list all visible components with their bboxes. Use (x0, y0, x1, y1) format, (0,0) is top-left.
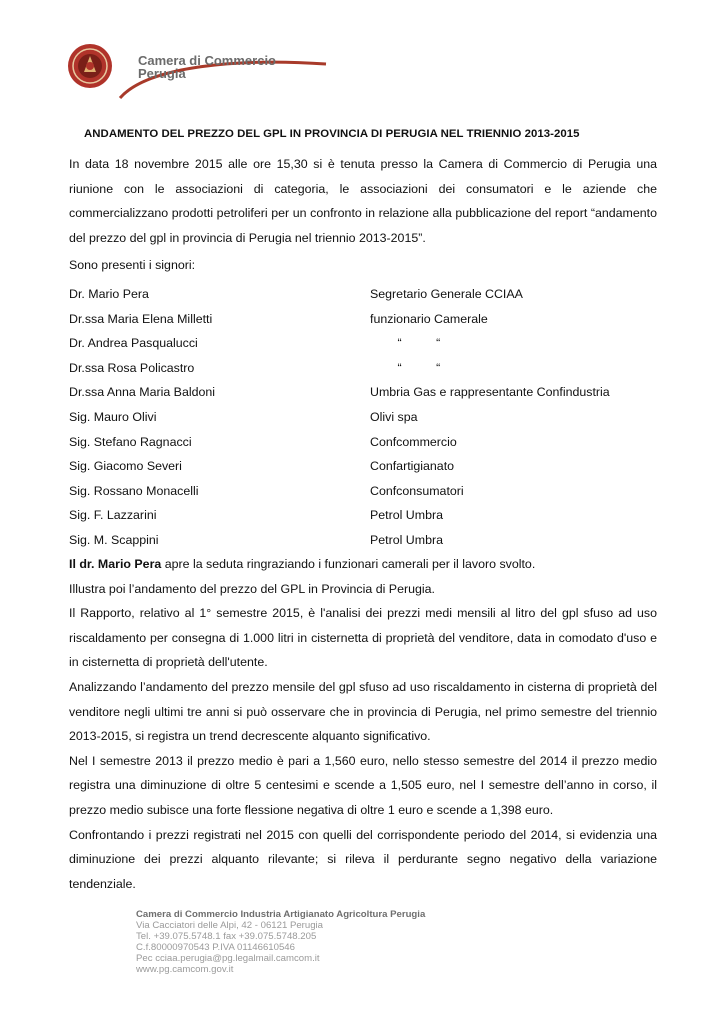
attendee-name: Sig. Rossano Monacelli (69, 483, 199, 498)
document-title: ANDAMENTO DEL PREZZO DEL GPL IN PROVINCIA DI PERUGIA NEL TRIENNIO 2013-2015 (84, 128, 580, 140)
opening-paragraph (69, 552, 657, 577)
attendee-row (69, 503, 669, 528)
attendee-name: Dr. Andrea Pasqualucci (69, 336, 198, 351)
attendee-role: “ “ (370, 336, 441, 351)
letterhead-footer (136, 909, 496, 976)
attendee-name: Sig. Mauro Olivi (69, 409, 157, 424)
logo-text (138, 54, 276, 80)
footer-phone: Tel. +39.075.5748.1 fax +39.075.5748.205 (136, 931, 317, 943)
opening-speaker: Il dr. Mario Pera (69, 557, 162, 571)
analizzando-paragraph: Analizzando l’andamento del prezzo mensile del gpl sfuso ad uso riscaldamento in cisterna di proprietà del venditore negli ultimi tre anni si può osservare che in provincia di Perugia, nel primo semestre del triennio 2013-2015, si registra un trend decrescente alquanto significativo. (69, 679, 657, 744)
minutes-body (69, 552, 657, 896)
chamber-logo (66, 42, 326, 102)
attendee-role: Confconsumatori (370, 483, 464, 498)
attendee-row (69, 405, 669, 430)
attendee-row (69, 331, 669, 356)
attendee-role: Segretario Generale CCIAA (370, 287, 523, 301)
attendee-role: “ “ (370, 360, 441, 375)
logo-line-2: Perugia (138, 66, 186, 81)
attendee-name: Dr.ssa Maria Elena Milletti (69, 311, 213, 326)
intro-paragraph: In data 18 novembre 2015 alle ore 15,30 si è tenuta presso la Camera di Commercio di Perugia una riunione con le associazioni di categoria, le associazioni dei consumatori e le aziende che commercializzano prodotti petroliferi per un confronto in relazione alla pubblicazione del report “andamento del prezzo del gpl in provincia di Perugia nel triennio 2013-2015”. (69, 157, 657, 245)
attendee-name: Sig. Giacomo Severi (69, 459, 182, 474)
semestre-paragraph: Nel I semestre 2013 il prezzo medio è pari a 1,560 euro, nello stesso semestre del 2014 il prezzo medio registra una diminuzione di oltre 5 centesimi e scende a 1,505 euro, nel I semestre dell’anno in corso, il prezzo medio subisce una forte flessione negativa di oltre 1 euro e scende a 1,398 euro. (69, 753, 657, 817)
attendee-name: Dr.ssa Anna Maria Baldoni (69, 385, 216, 400)
footer-website: www.pg.camcom.gov.it (136, 964, 234, 976)
attendee-name: Dr. Mario Pera (69, 287, 149, 301)
rapporto-paragraph: Il Rapporto, relativo al 1° semestre 2015, è l'analisi dei prezzi medi mensili al litro del gpl sfuso ad uso riscaldamento per consegna di 1.000 litri in cisternetta di proprietà del venditore, data in comodato d'uso e in cisternetta di proprietà dell'utente. (69, 606, 657, 670)
attendee-row (69, 528, 669, 553)
attendee-name: Sig. M. Scappini (69, 532, 159, 547)
attendee-role: Confcommercio (370, 434, 457, 449)
attendee-role: Petrol Umbra (370, 532, 443, 547)
footer-organization: Camera di Commercio Industria Artigianato Agricoltura Perugia (136, 909, 426, 920)
attendee-role: funzionario Camerale (370, 311, 488, 326)
footer-pec: Pec cciaa.perugia@pg.legalmail.camcom.it (136, 953, 320, 965)
attendee-row (69, 380, 669, 405)
attendee-row (69, 430, 669, 455)
attendee-row (69, 282, 669, 307)
attendee-row (69, 479, 669, 504)
present-label: Sono presenti i signori: (69, 258, 196, 272)
attendee-row (69, 454, 669, 479)
attendee-list (69, 282, 669, 553)
attendee-name: Sig. Stefano Ragnacci (69, 434, 192, 449)
attendee-role: Umbria Gas e rappresentante Confindustria (370, 385, 610, 400)
attendee-role: Petrol Umbra (370, 508, 443, 523)
attendee-role: Olivi spa (370, 409, 418, 424)
confrontando-paragraph: Confrontando i prezzi registrati nel 2015 con quelli del corrispondente periodo del 2014, si evidenzia una diminuzione dei prezzi alquanto rilevante; si rileva il perdurante segno negativo della variazione tendenziale. (69, 827, 657, 891)
opening-text: apre la seduta ringraziando i funzionari camerali per il lavoro svolto. (161, 557, 536, 571)
attendee-row (69, 356, 669, 381)
illustra-paragraph: Illustra poi l’andamento del prezzo del GPL in Provincia di Perugia. (69, 581, 435, 596)
attendee-name: Dr.ssa Rosa Policastro (69, 360, 195, 375)
chamber-seal-icon (66, 42, 114, 90)
logo-line-1: Camera di Commercio (138, 53, 276, 68)
footer-tax-ids: C.f.80000970543 P.IVA 01146610546 (136, 942, 295, 954)
footer-address: Via Cacciatori delle Alpi, 42 - 06121 Perugia (136, 920, 324, 932)
attendee-name: Sig. F. Lazzarini (69, 508, 157, 523)
attendee-row (69, 307, 669, 332)
attendee-role: Confartigianato (370, 459, 455, 474)
